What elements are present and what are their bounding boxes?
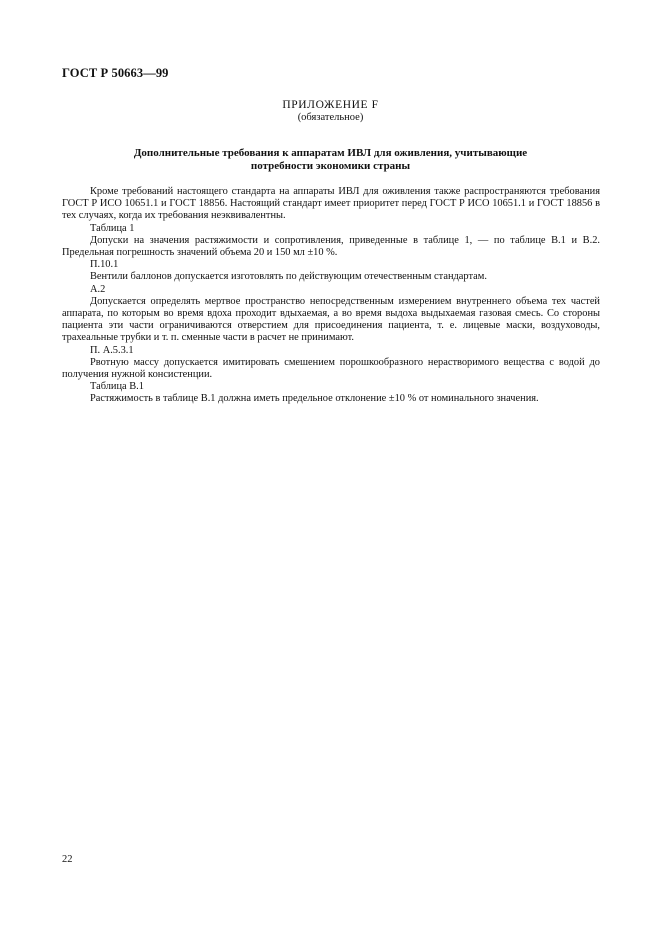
document-code: ГОСТ Р 50663—99 xyxy=(62,66,169,80)
appendix-status: (обязательное) xyxy=(297,112,364,123)
clause-reference: А.2 xyxy=(90,283,106,295)
section-heading xyxy=(100,147,561,173)
clause-reference: П.10.1 xyxy=(90,259,119,271)
page-number: 22 xyxy=(62,854,73,865)
paragraph: Вентили баллонов допускается изготовлять по действующим отечественным стандартам. xyxy=(90,271,487,283)
paragraph: Растяжимость в таблице В.1 должна иметь предельное отклонение ±10 % от номинального значения. xyxy=(90,393,539,405)
clause-reference: Таблица 1 xyxy=(90,222,135,234)
appendix-title: ПРИЛОЖЕНИЕ F xyxy=(282,99,379,111)
paragraph: Допуски на значения растяжимости и сопротивления, приведенные в таблице 1, — по таблице В.1 и В.2. Предельная погрешность значений объема 20 и 150 мл ±10 %. xyxy=(62,234,600,259)
section-heading-line-2: потребности экономики страны xyxy=(250,160,411,172)
body-text xyxy=(62,186,600,406)
paragraph: Рвотную массу допускается имитировать смешением порошкообразного нерастворимого вещества с водой до получения нужной консистенции. xyxy=(62,356,600,381)
clause-reference: Таблица В.1 xyxy=(90,381,144,393)
clause-reference: П. А.5.3.1 xyxy=(90,344,134,356)
paragraph: Кроме требований настоящего стандарта на аппараты ИВЛ для оживления также распространяются требования ГОСТ Р ИСО 10651.1 и ГОСТ 18856. Настоящий стандарт имеет приоритет перед ГОСТ Р ИСО 10651.1 и ГОСТ 18856 в тех случаях, когда их требования неэквивалентны. xyxy=(62,186,600,222)
section-heading-line-1: Дополнительные требования к аппаратам ИВЛ для оживления, учитывающие xyxy=(133,147,528,159)
paragraph: Допускается определять мертвое пространство непосредственным измерением внутреннего объема тех частей аппарата, по которым во время вдоха проходит вдыхаемая, а во время выдоха выдыхаемая газовая смесь. Со стороны пациента эти части ограничиваются отверстием для присоединения пациента, т. е. лицевые маски, воздуховоды, трахеальные трубки и т. п. сменные части в расчет не принимают. xyxy=(62,295,600,344)
